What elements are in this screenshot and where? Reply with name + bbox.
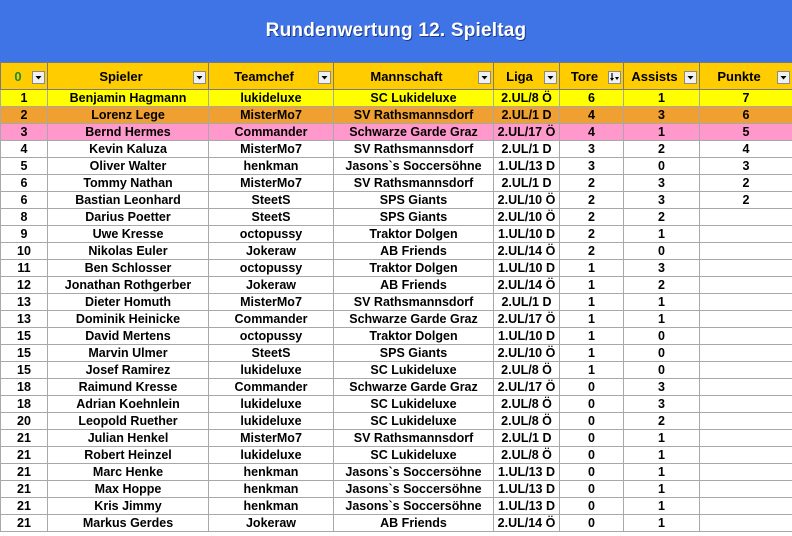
cell-spieler[interactable]: Marc Henke [48,464,209,481]
cell-rank[interactable]: 20 [1,413,48,430]
cell-liga[interactable]: 1.UL/13 D [494,464,560,481]
column-header-label: Teamchef [234,68,294,84]
cell-tore[interactable]: 0 [560,447,624,464]
cell-mannschaft[interactable]: SC Lukideluxe [334,413,494,430]
cell-punkte[interactable] [700,209,792,226]
cell-punkte[interactable] [700,226,792,243]
cell-rank[interactable]: 6 [1,175,48,192]
cell-tore[interactable]: 6 [560,90,624,107]
cell-teamchef[interactable]: henkman [209,481,334,498]
cell-liga[interactable]: 2.UL/8 Ö [494,396,560,413]
cell-spieler[interactable]: Adrian Koehnlein [48,396,209,413]
cell-liga[interactable]: 2.UL/17 Ö [494,311,560,328]
table-row [1,498,792,515]
table-row [1,379,792,396]
column-header-rank [1,63,48,90]
cell-rank[interactable]: 9 [1,226,48,243]
cell-punkte[interactable] [700,515,792,532]
standings-table [0,62,792,532]
cell-assists[interactable]: 1 [624,90,700,107]
cell-liga[interactable]: 2.UL/10 Ö [494,192,560,209]
filter-dropdown-icon[interactable] [193,71,206,84]
cell-rank[interactable]: 21 [1,481,48,498]
cell-spieler[interactable]: Lorenz Lege [48,107,209,124]
cell-mannschaft[interactable]: Schwarze Garde Graz [334,124,494,141]
column-header-tore [560,63,624,90]
cell-tore[interactable]: 3 [560,158,624,175]
cell-mannschaft[interactable]: SC Lukideluxe [334,90,494,107]
cell-teamchef[interactable]: lukideluxe [209,413,334,430]
cell-rank[interactable]: 10 [1,243,48,260]
cell-tore[interactable]: 0 [560,464,624,481]
cell-tore[interactable]: 0 [560,413,624,430]
cell-mannschaft[interactable]: SV Rathsmannsdorf [334,294,494,311]
table-row [1,430,792,447]
cell-spieler[interactable]: Julian Henkel [48,430,209,447]
cell-rank[interactable]: 3 [1,124,48,141]
cell-tore[interactable]: 4 [560,107,624,124]
page-title: Rundenwertung 12. Spieltag [265,20,527,41]
column-header-label: Liga [506,68,533,84]
table-row [1,294,792,311]
cell-punkte[interactable] [700,464,792,481]
filter-dropdown-icon[interactable] [32,71,45,84]
cell-mannschaft[interactable]: Jasons`s Soccersöhne [334,158,494,175]
cell-spieler[interactable]: Dominik Heinicke [48,311,209,328]
cell-mannschaft[interactable]: SV Rathsmannsdorf [334,175,494,192]
cell-assists[interactable]: 0 [624,345,700,362]
filter-dropdown-icon[interactable] [684,71,697,84]
cell-liga[interactable]: 1.UL/10 D [494,260,560,277]
cell-rank[interactable]: 13 [1,294,48,311]
cell-assists[interactable]: 1 [624,226,700,243]
cell-assists[interactable]: 0 [624,328,700,345]
table-row [1,464,792,481]
cell-punkte[interactable] [700,379,792,396]
cell-mannschaft[interactable]: SC Lukideluxe [334,396,494,413]
table-row [1,515,792,532]
cell-rank[interactable]: 18 [1,396,48,413]
cell-liga[interactable]: 2.UL/14 Ö [494,243,560,260]
cell-teamchef[interactable]: MisterMo7 [209,430,334,447]
cell-liga[interactable]: 1.UL/10 D [494,226,560,243]
cell-mannschaft[interactable]: AB Friends [334,243,494,260]
cell-spieler[interactable]: Tommy Nathan [48,175,209,192]
cell-mannschaft[interactable]: SV Rathsmannsdorf [334,430,494,447]
cell-assists[interactable]: 1 [624,464,700,481]
table-row [1,192,792,209]
cell-tore[interactable]: 1 [560,328,624,345]
cell-punkte[interactable] [700,447,792,464]
cell-liga[interactable]: 2.UL/8 Ö [494,413,560,430]
table-row [1,226,792,243]
column-header-label: Assists [631,68,678,84]
cell-assists[interactable]: 2 [624,413,700,430]
cell-teamchef[interactable]: lukideluxe [209,447,334,464]
table-row [1,481,792,498]
cell-liga[interactable]: 2.UL/10 Ö [494,345,560,362]
cell-liga[interactable]: 1.UL/13 D [494,481,560,498]
cell-liga[interactable]: 2.UL/10 Ö [494,209,560,226]
cell-assists[interactable]: 1 [624,481,700,498]
table-row [1,345,792,362]
cell-assists[interactable]: 1 [624,124,700,141]
cell-rank[interactable]: 21 [1,515,48,532]
table-row [1,158,792,175]
table-row [1,413,792,430]
cell-tore[interactable]: 2 [560,226,624,243]
cell-spieler[interactable]: Raimund Kresse [48,379,209,396]
cell-teamchef[interactable]: henkman [209,464,334,481]
cell-spieler[interactable]: David Mertens [48,328,209,345]
cell-punkte[interactable]: 4 [700,141,792,158]
cell-rank[interactable]: 11 [1,260,48,277]
cell-liga[interactable]: 2.UL/8 Ö [494,362,560,379]
cell-mannschaft[interactable]: SPS Giants [334,209,494,226]
cell-mannschaft[interactable]: Traktor Dolgen [334,260,494,277]
cell-mannschaft[interactable]: SC Lukideluxe [334,362,494,379]
cell-teamchef[interactable]: MisterMo7 [209,175,334,192]
cell-teamchef[interactable]: octopussy [209,260,334,277]
table-row [1,260,792,277]
cell-punkte[interactable] [700,396,792,413]
cell-mannschaft[interactable]: AB Friends [334,515,494,532]
header-row [1,63,792,90]
cell-tore[interactable]: 0 [560,498,624,515]
cell-punkte[interactable]: 3 [700,158,792,175]
cell-rank[interactable]: 4 [1,141,48,158]
cell-spieler[interactable]: Markus Gerdes [48,515,209,532]
table-row [1,124,792,141]
cell-tore[interactable]: 2 [560,243,624,260]
cell-mannschaft[interactable]: SV Rathsmannsdorf [334,107,494,124]
filter-dropdown-icon[interactable] [777,71,790,84]
sort-desc-filter-icon[interactable] [608,71,621,84]
filter-dropdown-icon[interactable] [478,71,491,84]
cell-teamchef[interactable]: SteetS [209,192,334,209]
cell-liga[interactable]: 2.UL/1 D [494,294,560,311]
cell-punkte[interactable] [700,481,792,498]
cell-spieler[interactable]: Oliver Walter [48,158,209,175]
cell-spieler[interactable]: Jonathan Rothgerber [48,277,209,294]
cell-liga[interactable]: 2.UL/17 Ö [494,379,560,396]
table-row [1,175,792,192]
table-row [1,447,792,464]
cell-tore[interactable]: 0 [560,430,624,447]
cell-rank[interactable]: 21 [1,464,48,481]
cell-teamchef[interactable]: MisterMo7 [209,107,334,124]
cell-tore[interactable]: 1 [560,345,624,362]
column-header-punkte [700,63,792,90]
cell-rank[interactable]: 12 [1,277,48,294]
column-header-liga [494,63,560,90]
cell-mannschaft[interactable]: AB Friends [334,277,494,294]
cell-assists[interactable]: 1 [624,498,700,515]
filter-dropdown-icon[interactable] [318,71,331,84]
cell-tore[interactable]: 2 [560,192,624,209]
cell-mannschaft[interactable]: SV Rathsmannsdorf [334,141,494,158]
cell-punkte[interactable] [700,430,792,447]
cell-punkte[interactable] [700,362,792,379]
cell-spieler[interactable]: Robert Heinzel [48,447,209,464]
cell-rank[interactable]: 18 [1,379,48,396]
cell-assists[interactable]: 3 [624,260,700,277]
cell-tore[interactable]: 3 [560,141,624,158]
cell-rank[interactable]: 21 [1,430,48,447]
cell-liga[interactable]: 2.UL/1 D [494,107,560,124]
cell-teamchef[interactable]: Jokeraw [209,277,334,294]
cell-spieler[interactable]: Benjamin Hagmann [48,90,209,107]
cell-assists[interactable]: 1 [624,447,700,464]
cell-assists[interactable]: 1 [624,294,700,311]
cell-liga[interactable]: 2.UL/17 Ö [494,124,560,141]
cell-spieler[interactable]: Max Hoppe [48,481,209,498]
cell-liga[interactable]: 1.UL/13 D [494,158,560,175]
cell-teamchef[interactable]: Commander [209,379,334,396]
cell-spieler[interactable]: Ben Schlosser [48,260,209,277]
cell-spieler[interactable]: Bastian Leonhard [48,192,209,209]
cell-spieler[interactable]: Bernd Hermes [48,124,209,141]
cell-spieler[interactable]: Darius Poetter [48,209,209,226]
cell-teamchef[interactable]: octopussy [209,328,334,345]
cell-liga[interactable]: 2.UL/1 D [494,430,560,447]
cell-teamchef[interactable]: Jokeraw [209,243,334,260]
cell-teamchef[interactable]: MisterMo7 [209,141,334,158]
cell-rank[interactable]: 1 [1,90,48,107]
cell-tore[interactable]: 0 [560,481,624,498]
column-header-label: Punkte [717,68,761,84]
cell-tore[interactable]: 1 [560,362,624,379]
cell-rank[interactable]: 6 [1,192,48,209]
cell-punkte[interactable] [700,413,792,430]
cell-mannschaft[interactable]: Traktor Dolgen [334,328,494,345]
cell-assists[interactable]: 3 [624,396,700,413]
table-row [1,243,792,260]
cell-assists[interactable]: 0 [624,158,700,175]
cell-tore[interactable]: 2 [560,209,624,226]
cell-assists[interactable]: 3 [624,175,700,192]
cell-rank[interactable]: 5 [1,158,48,175]
cell-spieler[interactable]: Kevin Kaluza [48,141,209,158]
cell-teamchef[interactable]: Commander [209,311,334,328]
cell-mannschaft[interactable]: Jasons`s Soccersöhne [334,464,494,481]
table-row [1,362,792,379]
table-row [1,396,792,413]
cell-tore[interactable]: 2 [560,175,624,192]
cell-punkte[interactable]: 6 [700,107,792,124]
cell-mannschaft[interactable]: SPS Giants [334,345,494,362]
table-row [1,209,792,226]
cell-assists[interactable]: 2 [624,209,700,226]
cell-punkte[interactable] [700,498,792,515]
cell-spieler[interactable]: Dieter Homuth [48,294,209,311]
cell-rank[interactable]: 13 [1,311,48,328]
column-header-assists [624,63,700,90]
cell-rank[interactable]: 15 [1,328,48,345]
cell-punkte[interactable]: 5 [700,124,792,141]
cell-punkte[interactable]: 2 [700,175,792,192]
cell-punkte[interactable] [700,328,792,345]
cell-teamchef[interactable]: SteetS [209,345,334,362]
column-header-label: Spieler [99,68,143,84]
cell-assists[interactable]: 3 [624,107,700,124]
cell-punkte[interactable] [700,277,792,294]
cell-rank[interactable]: 15 [1,362,48,379]
table-row [1,328,792,345]
cell-punkte[interactable]: 2 [700,192,792,209]
column-header-label: 0 [14,68,22,84]
cell-liga[interactable]: 2.UL/1 D [494,175,560,192]
table-body [1,90,792,532]
cell-teamchef[interactable]: Jokeraw [209,515,334,532]
cell-rank[interactable]: 21 [1,498,48,515]
column-header-mannschaft [334,63,494,90]
cell-punkte[interactable] [700,260,792,277]
cell-punkte[interactable] [700,294,792,311]
cell-spieler[interactable]: Leopold Ruether [48,413,209,430]
cell-liga[interactable]: 2.UL/8 Ö [494,447,560,464]
cell-rank[interactable]: 21 [1,447,48,464]
cell-rank[interactable]: 8 [1,209,48,226]
column-header-spieler [48,63,209,90]
cell-spieler[interactable]: Marvin Ulmer [48,345,209,362]
cell-punkte[interactable]: 7 [700,90,792,107]
table-row [1,141,792,158]
cell-assists[interactable]: 1 [624,430,700,447]
cell-assists[interactable]: 0 [624,243,700,260]
cell-teamchef[interactable]: lukideluxe [209,362,334,379]
table-row [1,311,792,328]
cell-liga[interactable]: 2.UL/14 Ö [494,515,560,532]
table-row [1,277,792,294]
cell-liga[interactable]: 1.UL/10 D [494,328,560,345]
cell-teamchef[interactable]: lukideluxe [209,90,334,107]
column-header-label: Tore [570,68,599,84]
cell-mannschaft[interactable]: SC Lukideluxe [334,447,494,464]
cell-liga[interactable]: 1.UL/13 D [494,498,560,515]
cell-mannschaft[interactable]: Traktor Dolgen [334,226,494,243]
filter-dropdown-icon[interactable] [544,71,557,84]
cell-mannschaft[interactable]: SPS Giants [334,192,494,209]
cell-mannschaft[interactable]: Schwarze Garde Graz [334,311,494,328]
cell-liga[interactable]: 2.UL/8 Ö [494,90,560,107]
cell-punkte[interactable] [700,345,792,362]
cell-mannschaft[interactable]: Jasons`s Soccersöhne [334,498,494,515]
cell-spieler[interactable]: Uwe Kresse [48,226,209,243]
cell-rank[interactable]: 15 [1,345,48,362]
column-header-teamchef [209,63,334,90]
cell-tore[interactable]: 1 [560,294,624,311]
cell-teamchef[interactable]: octopussy [209,226,334,243]
column-header-label: Mannschaft [370,68,443,84]
cell-tore[interactable]: 0 [560,396,624,413]
cell-assists[interactable]: 2 [624,141,700,158]
cell-assists[interactable]: 3 [624,379,700,396]
cell-rank[interactable]: 2 [1,107,48,124]
cell-liga[interactable]: 2.UL/1 D [494,141,560,158]
table-row [1,107,792,124]
table-row [1,90,792,107]
cell-teamchef[interactable]: MisterMo7 [209,294,334,311]
cell-spieler[interactable]: Josef Ramirez [48,362,209,379]
cell-tore[interactable]: 0 [560,379,624,396]
cell-punkte[interactable] [700,311,792,328]
cell-tore[interactable]: 0 [560,515,624,532]
cell-assists[interactable]: 2 [624,277,700,294]
cell-teamchef[interactable]: SteetS [209,209,334,226]
cell-teamchef[interactable]: henkman [209,158,334,175]
cell-assists[interactable]: 3 [624,192,700,209]
cell-tore[interactable]: 4 [560,124,624,141]
cell-mannschaft[interactable]: Schwarze Garde Graz [334,379,494,396]
cell-tore[interactable]: 1 [560,277,624,294]
cell-spieler[interactable]: Kris Jimmy [48,498,209,515]
cell-teamchef[interactable]: lukideluxe [209,396,334,413]
title-banner [0,0,792,63]
cell-assists[interactable]: 1 [624,515,700,532]
cell-mannschaft[interactable]: Jasons`s Soccersöhne [334,481,494,498]
cell-assists[interactable]: 0 [624,362,700,379]
cell-teamchef[interactable]: Commander [209,124,334,141]
cell-spieler[interactable]: Nikolas Euler [48,243,209,260]
cell-tore[interactable]: 1 [560,311,624,328]
cell-tore[interactable]: 1 [560,260,624,277]
cell-liga[interactable]: 2.UL/14 Ö [494,277,560,294]
cell-assists[interactable]: 1 [624,311,700,328]
cell-punkte[interactable] [700,243,792,260]
cell-teamchef[interactable]: henkman [209,498,334,515]
